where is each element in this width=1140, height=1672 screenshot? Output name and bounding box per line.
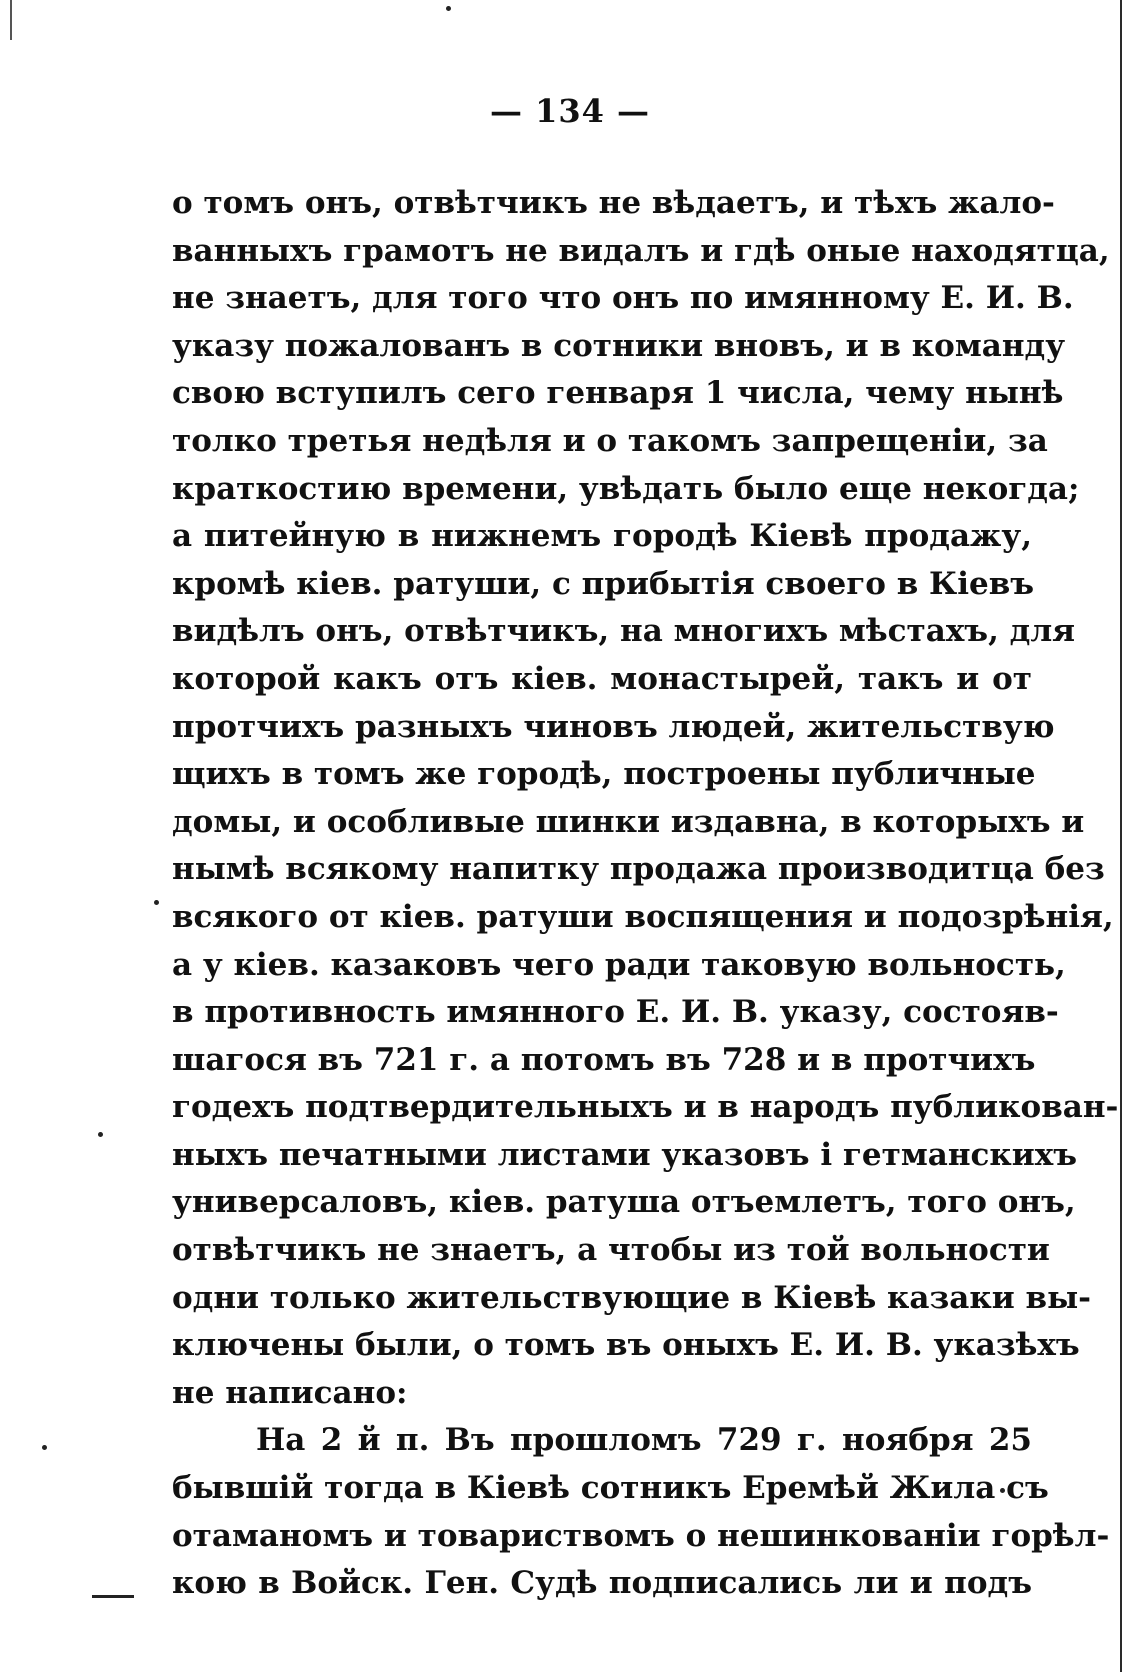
scan-speck	[154, 900, 159, 905]
text-line: краткостию времени, увѣдать было еще некогда;	[172, 470, 1080, 507]
text-line: а питейную в нижнемъ городѣ Кiевѣ продажу,	[172, 518, 1032, 555]
text-line: отаманомъ и товариствомъ о нешинкованiи горѣл-	[172, 1517, 1110, 1554]
text-line: всякого от кiев. ратуши воспящения и подозрѣнiя,	[172, 898, 1114, 935]
page-number: — 134 —	[489, 92, 651, 130]
text-line: протчихъ разныхъ чиновъ людей, жительствую	[172, 708, 1055, 745]
text-line: универсаловъ, кiев. ратуша отъемлетъ, того онъ,	[172, 1184, 1076, 1221]
text-line: которой какъ отъ кiев. монастырей, такъ и от	[172, 660, 1032, 697]
text-line: свою вступилъ сего генваря 1 числа, чему нынѣ	[172, 375, 1064, 412]
scan-speck	[98, 1132, 103, 1137]
text-line: отвѣтчикъ не знаетъ, а чтобы из той вольности	[172, 1232, 1050, 1269]
text-line: одни только жительствующие в Кiевѣ казаки вы-	[172, 1279, 1092, 1316]
body-text	[172, 180, 1119, 1608]
text-line: а у кiев. казаковъ чего ради таковую вольность,	[172, 946, 1066, 983]
text-line: щихъ в томъ же городѣ, построены публичные	[172, 756, 1036, 793]
text-line: кою в Войск. Ген. Судѣ подписались ли и подъ	[172, 1565, 1032, 1602]
page-edge-line	[1120, 0, 1122, 1672]
text-line: годехъ подтвердительныхъ и в народъ публикован-	[172, 1089, 1119, 1126]
text-line: указу пожалованъ в сотники вновъ, и в команду	[172, 327, 1066, 364]
text-line: ключены были, о томъ въ оныхъ Е. И. В. указѣхъ	[172, 1327, 1080, 1364]
margin-dash-mark	[92, 1595, 134, 1598]
text-line: кромѣ кiев. ратуши, с прибытiя своего в Кiевъ	[172, 565, 1035, 602]
scan-speck	[446, 6, 451, 11]
text-line: видѣлъ онъ, отвѣтчикъ, на многихъ мѣстахъ, для	[172, 613, 1076, 650]
text-line: На 2 й п. Въ прошломъ 729 г. ноября 25	[256, 1422, 1032, 1459]
text-line: не знаетъ, для того что онъ по имянному Е. И. В.	[172, 280, 1074, 317]
page-edge-mark	[10, 0, 12, 40]
text-line: о томъ онъ, отвѣтчикъ не вѣдаетъ, и тѣхъ жало-	[172, 185, 1055, 221]
paragraph-1	[172, 180, 1119, 1417]
text-line: домы, и особливые шинки издавна, в которыхъ и	[172, 803, 1085, 840]
text-line: толко третья недѣля и о такомъ запрещенiи, за	[172, 422, 1048, 459]
text-line: нымѣ всякому напитку продажа производитца без	[172, 851, 1105, 888]
text-line: ванныхъ грамотъ не видалъ и гдѣ оные находятца,	[172, 232, 1110, 269]
text-line: шагося въ 721 г. а потомъ въ 728 и в протчихъ	[172, 1041, 1036, 1078]
text-line: бывшiй тогда в Кiевѣ сотникъ Еремѣй Жила съ	[172, 1470, 1049, 1507]
text-line: в противность имянного Е. И. В. указу, состояв-	[172, 994, 1059, 1031]
text-line: не написано:	[172, 1374, 408, 1411]
text-line: ныхъ печатными листами указовъ і гетманскихъ	[172, 1136, 1078, 1173]
scan-speck	[42, 1445, 47, 1450]
paragraph-2	[172, 1417, 1110, 1607]
